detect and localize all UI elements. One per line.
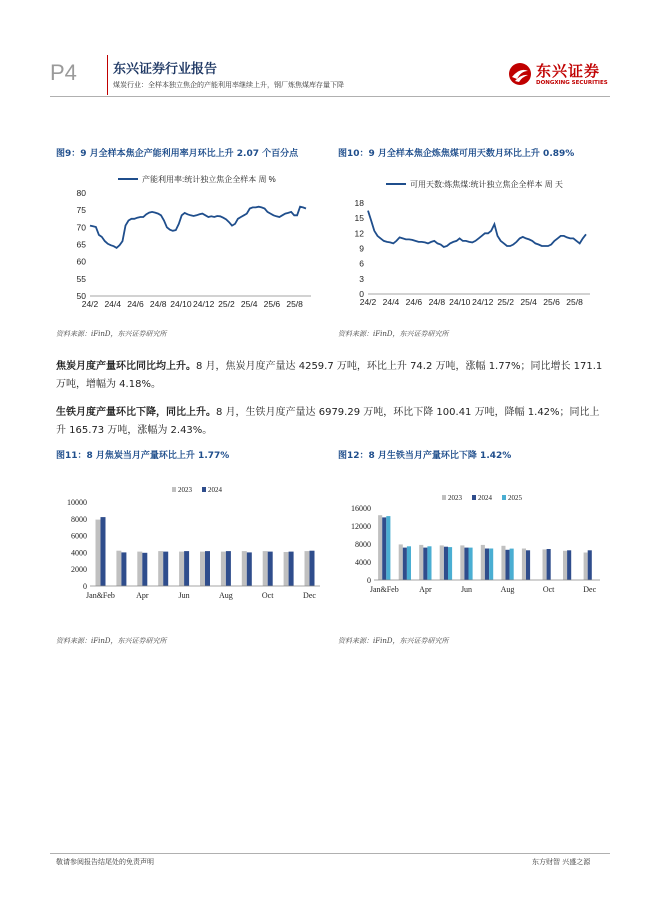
y-tick-label: 4000 xyxy=(71,548,87,558)
bar-2023 xyxy=(116,551,121,586)
legend-label-2024: 2024 xyxy=(208,486,222,494)
bar-2023 xyxy=(563,551,567,580)
paragraph-coke-output xyxy=(56,358,608,394)
bar-2024 xyxy=(588,550,592,580)
y-tick-label: 18 xyxy=(354,198,364,208)
bar-2024 xyxy=(464,548,468,580)
x-tick-label: Jun xyxy=(460,585,473,594)
bar-2023 xyxy=(284,552,289,586)
y-tick-label: 0 xyxy=(359,289,364,299)
series-line-fig10 xyxy=(368,211,586,247)
bar-2025 xyxy=(386,516,390,580)
figure-12-caption: 8 月生铁当月产量环比下降 1.42% xyxy=(368,451,512,461)
bar-2024 xyxy=(268,552,273,586)
bar-2024 xyxy=(403,548,407,580)
y-tick-label: 70 xyxy=(76,222,86,233)
x-tick-label: Jun xyxy=(178,591,190,600)
figure-10-caption: 9 月全样本焦企炼焦煤可用天数月环比上升 0.89% xyxy=(368,149,575,159)
bar-2024 xyxy=(226,551,231,586)
figure-9-title xyxy=(56,146,298,159)
x-tick-label: Apr xyxy=(419,585,432,594)
bar-2023 xyxy=(460,545,464,580)
y-tick-label: 60 xyxy=(76,256,86,267)
bar-2024 xyxy=(142,553,147,586)
x-tick-label: 25/8 xyxy=(286,299,303,309)
x-tick-label: 24/6 xyxy=(405,297,423,307)
header-divider xyxy=(107,55,108,95)
figure-12-title xyxy=(338,448,511,461)
legend-swatch-2023 xyxy=(442,495,446,500)
legend-label-fig9: 产能利用率:统计独立焦企全样本 周 % xyxy=(142,175,276,184)
x-tick-label: 24/8 xyxy=(428,297,446,307)
legend-label-fig10: 可用天数:炼焦煤:统计独立焦企全样本 周 天 xyxy=(410,180,563,189)
figure-9-source: 资料来源：iFinD，东兴证券研究所 xyxy=(56,330,167,338)
paragraph-coke-body: 8 月，焦炭月度产量达 4259.7 万吨，环比上升 74.2 万吨，涨幅 1.77%；同比增长 171.1 万吨，增幅为 4.18%。 xyxy=(56,361,603,390)
page-number: P4 xyxy=(50,60,77,85)
bar-2023 xyxy=(419,545,423,580)
x-tick-label: 25/4 xyxy=(520,297,537,307)
figure-11-chart xyxy=(56,480,326,610)
bar-2023 xyxy=(96,520,101,586)
bar-2023 xyxy=(305,551,310,586)
bar-2023 xyxy=(137,552,142,586)
x-tick-label: Jan&Feb xyxy=(369,585,399,594)
y-tick-label: 9 xyxy=(359,243,364,254)
bar-2025 xyxy=(469,548,473,580)
x-tick-label: 24/10 xyxy=(449,297,471,307)
legend-swatch-2024 xyxy=(472,495,476,500)
bar-2024 xyxy=(289,552,294,586)
x-tick-label: 24/8 xyxy=(149,299,167,309)
bar-2025 xyxy=(510,549,514,580)
y-tick-label: 0 xyxy=(83,582,87,591)
figure-11-title xyxy=(56,448,229,461)
bar-2023 xyxy=(399,544,403,580)
figure-9-chart xyxy=(56,166,318,316)
figure-11-source: 资料来源：iFinD，东兴证券研究所 xyxy=(56,637,167,645)
footer-disclaimer: 敬请参阅报告结尾处的免责声明 xyxy=(56,858,154,866)
figure-10-title xyxy=(338,146,574,159)
page-header xyxy=(0,0,662,100)
y-tick-label: 10000 xyxy=(67,498,87,507)
x-tick-label: 24/4 xyxy=(104,299,122,309)
bar-2025 xyxy=(448,547,452,580)
x-tick-label: 24/2 xyxy=(359,297,377,307)
y-tick-label: 0 xyxy=(367,576,371,585)
bar-2024 xyxy=(247,552,252,586)
x-tick-label: 24/12 xyxy=(472,297,494,307)
x-tick-label: 25/2 xyxy=(218,299,235,309)
figure-11-legend xyxy=(172,486,223,494)
legend-label-2024: 2024 xyxy=(478,494,492,502)
bar-2023 xyxy=(584,553,588,581)
paragraph-iron-output xyxy=(56,404,608,440)
x-tick-label: 25/2 xyxy=(497,297,514,307)
figure-12-source: 资料来源：iFinD，东兴证券研究所 xyxy=(338,637,449,645)
bar-2025 xyxy=(489,549,493,581)
x-tick-label: 24/2 xyxy=(81,299,99,309)
figure-10-legend xyxy=(386,179,563,189)
y-tick-label: 50 xyxy=(76,291,86,301)
legend-label-2023: 2023 xyxy=(448,494,462,502)
x-tick-label: 24/6 xyxy=(127,299,144,309)
report-title: 东兴证券行业报告 xyxy=(113,62,218,77)
bar-2023 xyxy=(543,549,547,580)
y-tick-label: 55 xyxy=(76,273,86,284)
bar-2024 xyxy=(184,551,189,586)
bar-2024 xyxy=(526,550,530,580)
bar-2024 xyxy=(567,550,571,580)
x-tick-label: Dec xyxy=(583,585,597,594)
bar-2023 xyxy=(378,515,382,580)
bar-2023 xyxy=(221,552,226,586)
bar-2023 xyxy=(200,552,205,586)
x-tick-label: Dec xyxy=(303,591,316,600)
x-tick-label: 24/12 xyxy=(193,299,215,309)
bar-2024 xyxy=(310,551,315,586)
legend-swatch-2025 xyxy=(502,495,506,500)
y-tick-label: 6 xyxy=(359,258,364,269)
x-tick-label: 25/8 xyxy=(566,297,583,307)
x-tick-label: 24/4 xyxy=(382,297,400,307)
x-tick-label: 25/4 xyxy=(240,299,258,309)
bar-2023 xyxy=(501,546,505,580)
paragraph-iron-body: 8 月，生铁月度产量达 6979.29 万吨，环比下降 100.41 万吨，降幅 1.42%；同比上升 165.73 万吨，涨幅为 2.43%。 xyxy=(56,407,600,436)
y-tick-label: 12 xyxy=(354,228,364,239)
bar-2023 xyxy=(522,549,526,581)
paragraph-iron-lead: 生铁月度产量环比下降，同比上升。 xyxy=(56,407,216,418)
y-tick-label: 15 xyxy=(354,213,364,224)
bar-2024 xyxy=(101,517,106,586)
logo-emblem-icon xyxy=(508,62,532,86)
y-tick-label: 8000 xyxy=(71,514,87,524)
bar-2024 xyxy=(163,552,168,586)
header-rule xyxy=(50,96,610,97)
bar-2023 xyxy=(481,545,485,580)
figure-11-caption: 8 月焦炭当月产量环比上升 1.77% xyxy=(86,451,230,461)
figure-10-label: 图10： xyxy=(338,149,369,159)
x-tick-label: 24/10 xyxy=(170,299,192,309)
logo-text-en: DONGXING SECURITIES xyxy=(536,80,608,86)
x-tick-label: 25/6 xyxy=(543,297,560,307)
y-tick-label: 16000 xyxy=(351,504,371,513)
y-tick-label: 12000 xyxy=(351,522,371,531)
legend-swatch-2023 xyxy=(172,487,176,492)
figure-10-source: 资料来源：iFinD，东兴证券研究所 xyxy=(338,330,449,338)
y-tick-label: 65 xyxy=(76,239,86,250)
x-tick-label: Oct xyxy=(261,591,274,600)
y-tick-label: 3 xyxy=(359,273,364,284)
x-tick-label: Aug xyxy=(219,591,233,600)
figure-9-caption: 9 月全样本焦企产能利用率月环比上升 2.07 个百分点 xyxy=(80,149,299,159)
bar-2023 xyxy=(158,551,163,586)
legend-swatch-2024 xyxy=(202,487,206,492)
bar-2023 xyxy=(440,545,444,580)
footer-slogan: 东方财智 兴盛之源 xyxy=(532,858,591,866)
legend-label-2025: 2025 xyxy=(508,494,522,502)
bar-2023 xyxy=(242,551,247,586)
bar-2025 xyxy=(427,546,431,580)
figure-12-label: 图12： xyxy=(338,451,369,461)
company-logo xyxy=(508,58,618,92)
bar-2024 xyxy=(485,549,489,581)
bar-2024 xyxy=(444,547,448,580)
figure-12-legend xyxy=(442,494,523,502)
figure-12-chart xyxy=(338,488,606,604)
y-tick-label: 8000 xyxy=(355,540,371,549)
report-subtitle: 煤炭行业：全样本独立焦企的产能利用率继续上升，钢厂炼焦煤库存量下降 xyxy=(113,81,344,89)
bar-2024 xyxy=(382,517,386,580)
logo-text-cn: 东兴证券 xyxy=(536,62,601,80)
footer-rule xyxy=(50,853,610,854)
y-tick-label: 4000 xyxy=(355,558,371,567)
x-tick-label: Aug xyxy=(500,585,515,594)
bar-2025 xyxy=(407,546,411,580)
bar-2024 xyxy=(423,548,427,580)
y-tick-label: 6000 xyxy=(71,531,87,541)
x-tick-label: Oct xyxy=(542,585,555,594)
x-tick-label: 25/6 xyxy=(263,299,281,309)
bar-2024 xyxy=(121,552,126,586)
figure-10-chart xyxy=(338,170,602,316)
x-tick-label: Jan&Feb xyxy=(86,591,115,600)
y-tick-label: 75 xyxy=(76,205,86,216)
figure-9-label: 图9： xyxy=(56,149,81,159)
x-tick-label: Apr xyxy=(136,591,149,600)
y-tick-label: 80 xyxy=(76,188,86,198)
series-line-fig9 xyxy=(90,207,306,248)
figure-11-label: 图11： xyxy=(56,451,87,461)
figure-9-legend xyxy=(118,174,276,184)
bar-2023 xyxy=(263,551,268,586)
bar-2024 xyxy=(506,550,510,580)
bar-2023 xyxy=(179,552,184,586)
paragraph-coke-lead: 焦炭月度产量环比同比均上升。 xyxy=(56,361,196,372)
legend-label-2023: 2023 xyxy=(178,486,192,494)
y-tick-label: 2000 xyxy=(71,565,87,575)
bar-2024 xyxy=(547,549,551,580)
bar-2024 xyxy=(205,551,210,586)
